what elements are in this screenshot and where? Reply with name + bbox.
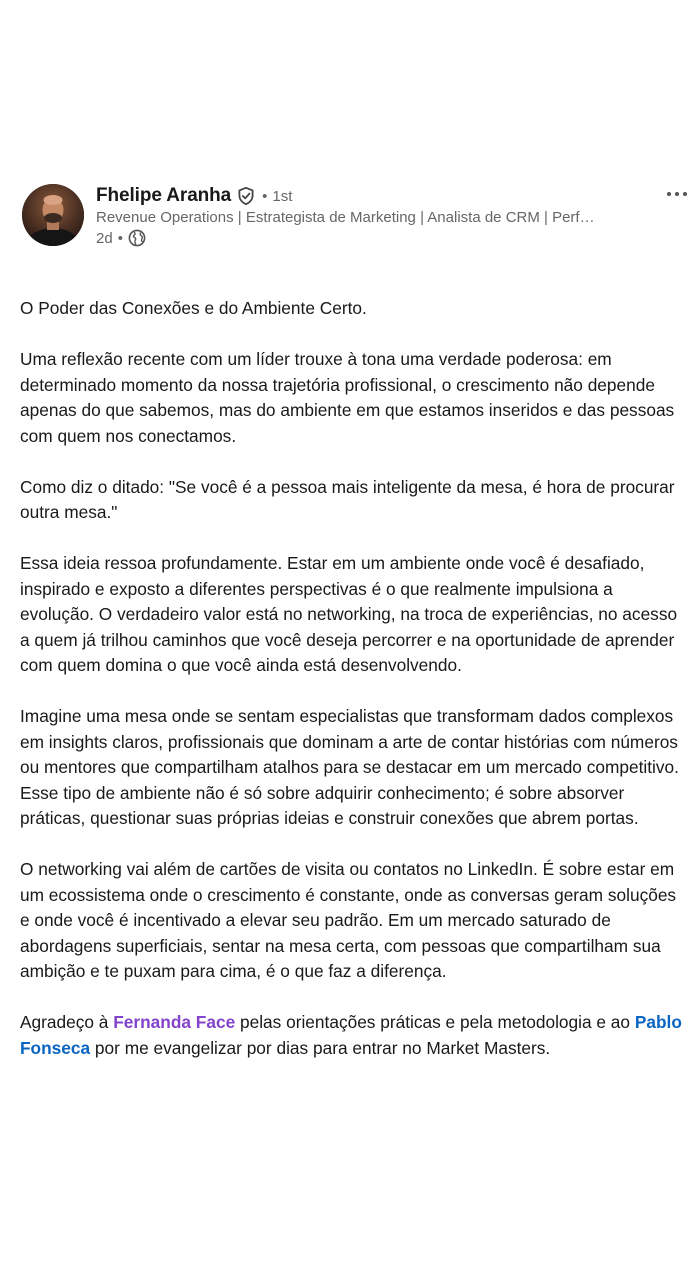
- verified-shield-icon: [236, 186, 256, 206]
- post-paragraph: Essa ideia ressoa profundamente. Estar em um ambiente onde você é desafiado, inspirado e exposto a diferentes perspectivas é o que realmente impulsiona a evolução. O verdadeiro valor está no networking, na troca de experiências, no acesso a quem já trilhou caminhos que você deseja percorrer e na oportunidade de aprender com quem domina o que você ainda está desenvolvendo.: [20, 553, 678, 675]
- author-headline[interactable]: Revenue Operations | Estrategista de Marketing | Analista de CRM | Perf…: [96, 209, 595, 226]
- connection-degree: 1st: [272, 187, 293, 205]
- post-closing-paragraph: [20, 1010, 690, 1061]
- separator-dot: •: [262, 187, 268, 205]
- avatar-photo: [22, 184, 84, 246]
- post-paragraph: Uma reflexão recente com um líder trouxe à tona uma verdade poderosa: em determinado momento da nossa trajetória profissional, o crescimento não depende apenas do que sabemos, mas do ambiente em que estamos inseridos e das pessoas com quem nos conectamos.: [20, 349, 675, 446]
- post-time: 2d: [96, 229, 113, 247]
- avatar[interactable]: [22, 184, 84, 246]
- mention-pablo-fonseca[interactable]: Pablo Fonseca: [20, 1012, 682, 1058]
- closing-text: Agradeço à: [20, 1012, 114, 1032]
- post-body: [20, 296, 690, 1087]
- meta-separator-dot: •: [117, 229, 123, 247]
- closing-text: pelas orientações práticas e pela metodologia e ao: [235, 1012, 635, 1032]
- post-paragraph: Como diz o ditado: "Se você é a pessoa mais inteligente da mesa, é hora de procurar outra mesa.": [20, 476, 675, 522]
- post-paragraph: O networking vai além de cartões de visita ou contatos no LinkedIn. É sobre estar em um ecossistema onde o crescimento é constante, onde as conversas geram soluções e onde você é incentivado a elevar seu padrão. Em um mercado saturado de abordagens superficiais, sentar na mesa certa, com pessoas que compartilham sua ambição e te puxam para cima, é o que faz a diferença.: [20, 859, 677, 981]
- closing-text: por me evangelizar por dias para entrar no Market Masters.: [90, 1037, 551, 1058]
- author-name-line: [96, 184, 656, 208]
- post-actor: [96, 184, 656, 248]
- post-paragraph: Imagine uma mesa onde se sentam especialistas que transformam dados complexos em insights claros, profissionais que dominam a arte de contar histórias com números ou mentores que compartilham atalhos para se destacar em um mercado competitivo. Esse tipo de ambiente não é só sobre adquirir conhecimento; é sobre absorver práticas, questionar suas próprias ideias e construir conexões que abrem portas.: [20, 706, 679, 828]
- globe-icon: [128, 229, 146, 247]
- author-name[interactable]: Fhelipe Aranha: [96, 185, 232, 206]
- mention-fernanda-face[interactable]: Fernanda Face: [113, 1012, 236, 1032]
- post-header: [22, 184, 692, 248]
- post-paragraph: O Poder das Conexões e do Ambiente Certo.: [20, 298, 367, 318]
- more-options-icon[interactable]: [662, 184, 692, 204]
- post-meta: [96, 228, 656, 248]
